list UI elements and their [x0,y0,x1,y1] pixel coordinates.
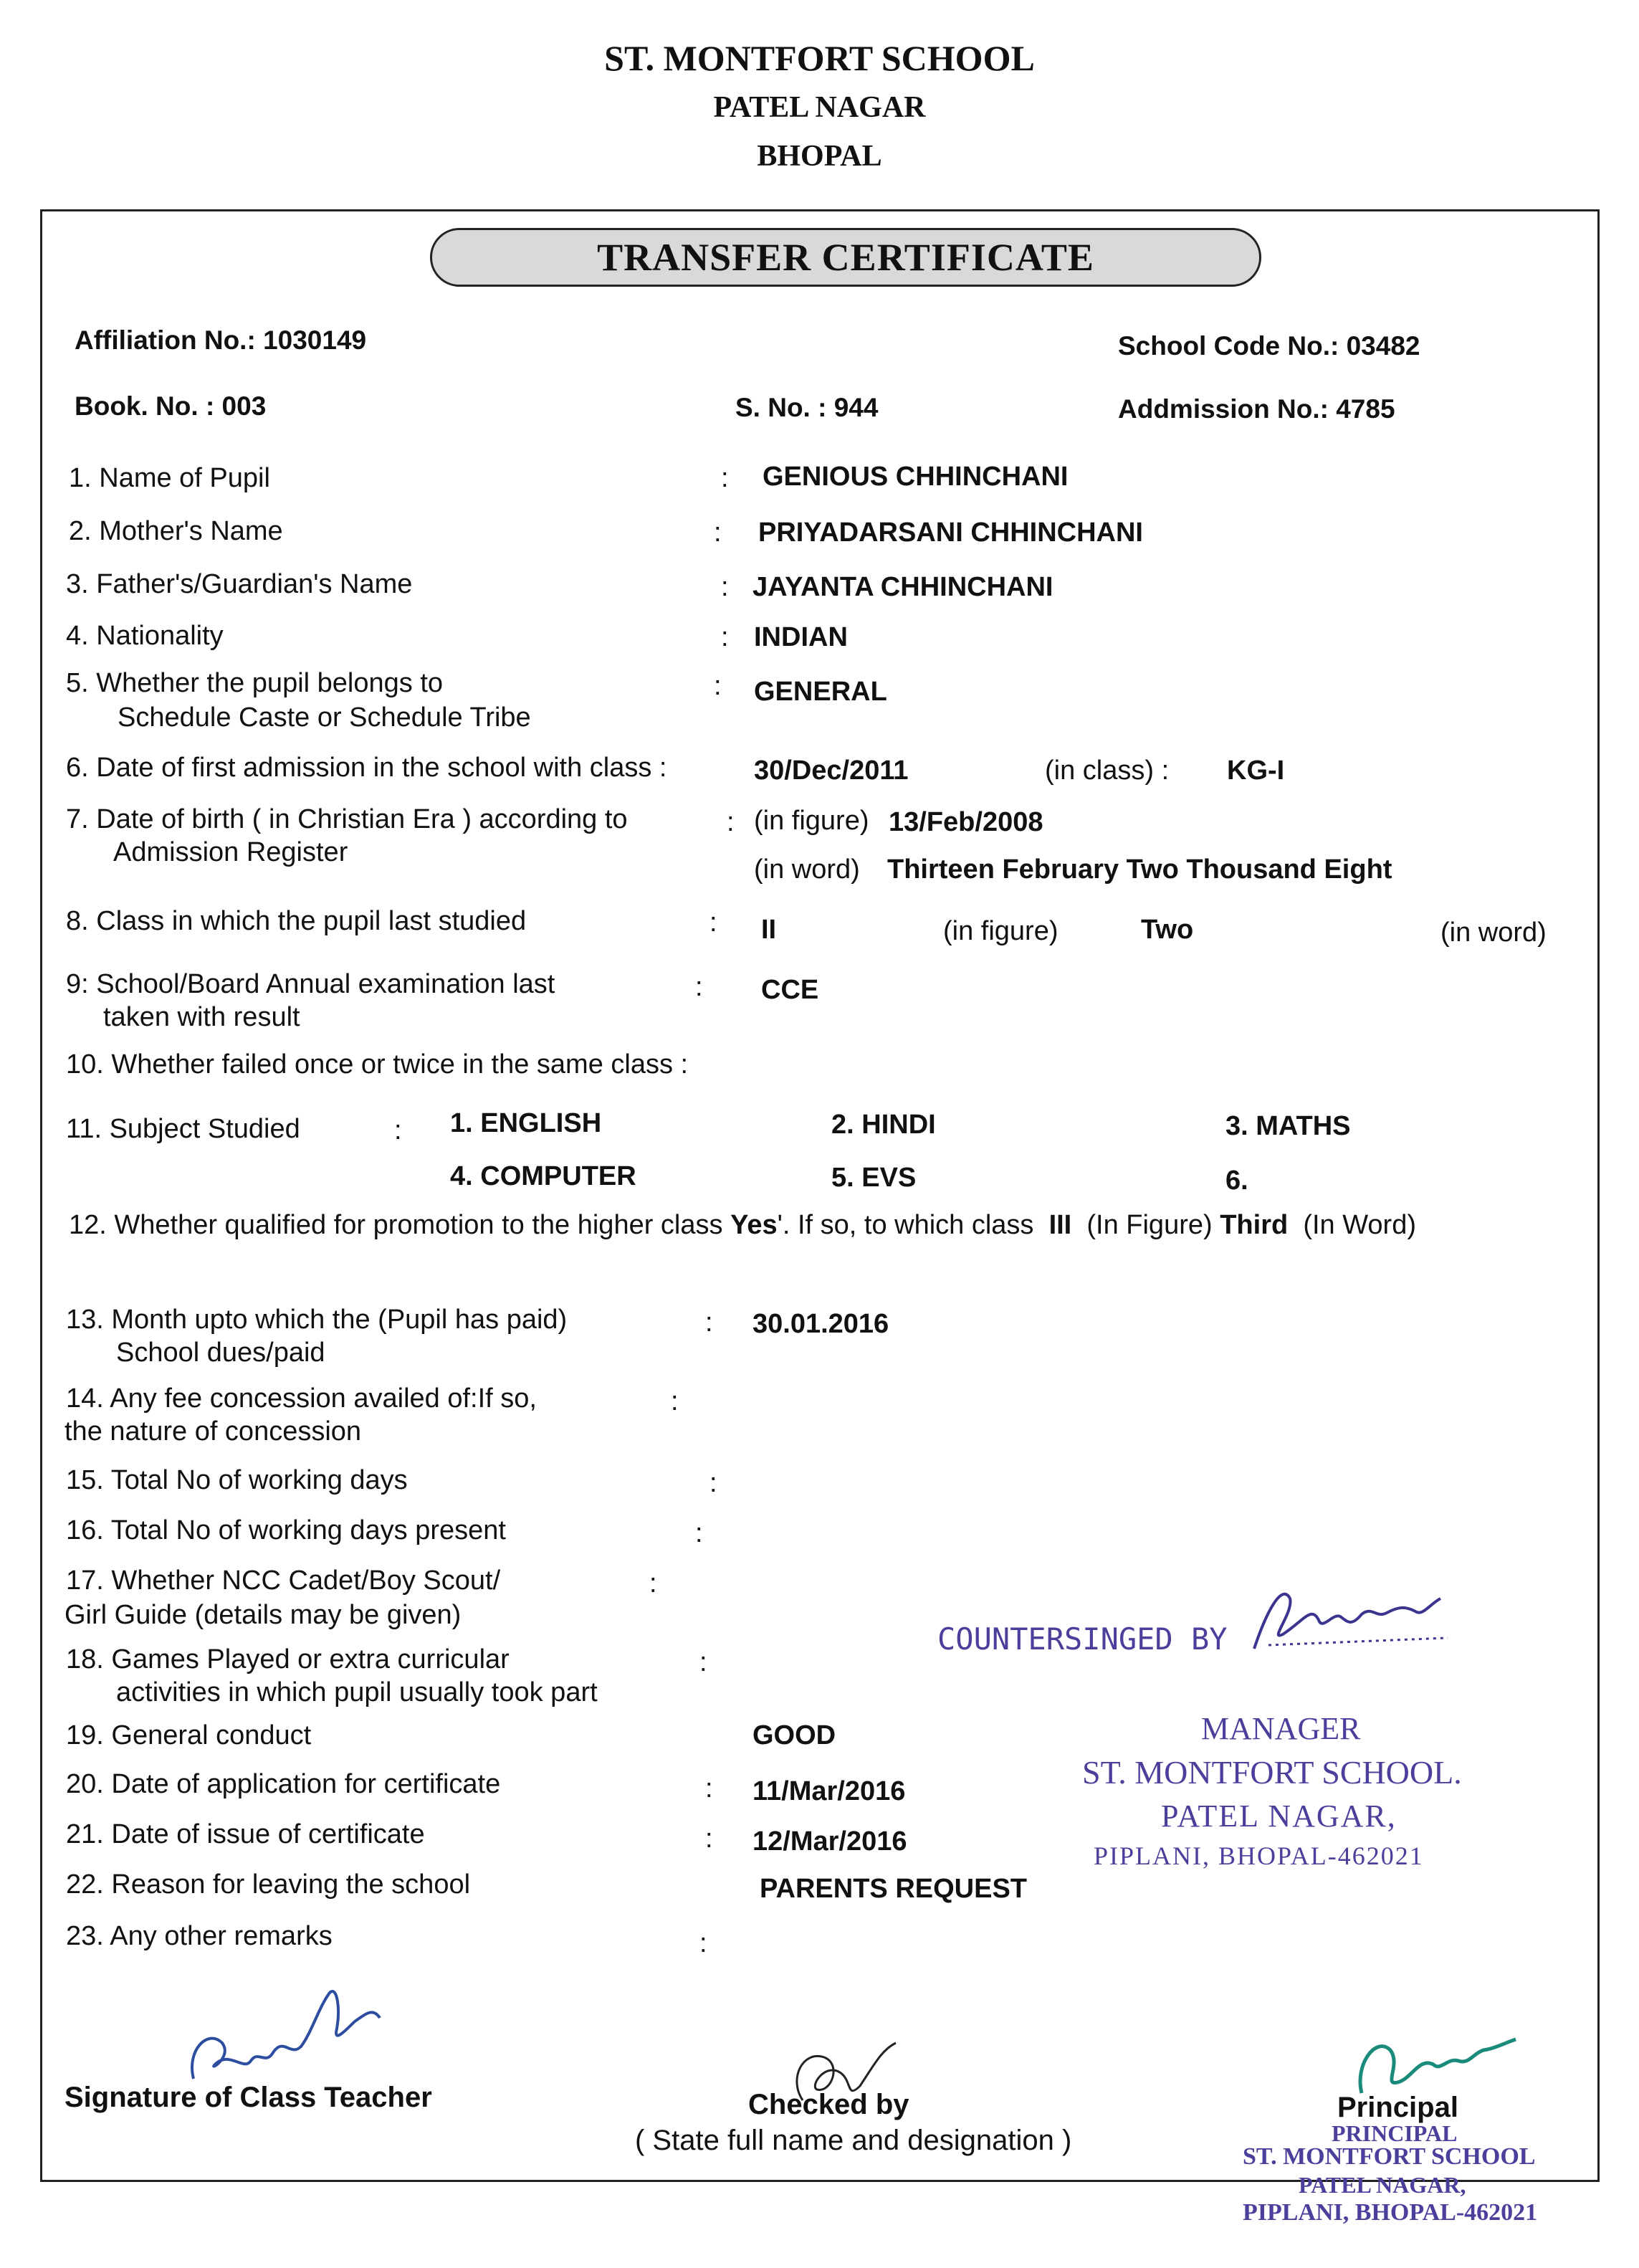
admission-class-label: (in class) : [1045,756,1170,786]
class-teacher-label: Signature of Class Teacher [64,2082,432,2113]
row-18-label-a: 18. Games Played or extra curricular [66,1644,510,1674]
certificate-title: TRANSFER CERTIFICATE [430,228,1261,287]
last-class-figure: II [761,915,777,945]
row-2-colon: : [714,518,722,548]
dob-figure: 13/Feb/2008 [889,807,1043,837]
row-21-colon: : [705,1824,713,1854]
checked-by-note: ( State full name and designation ) [635,2125,1072,2156]
row-21-label: 21. Date of issue of certificate [66,1819,425,1849]
row-12-text-a: 12. Whether qualified for promotion to the higher class [69,1210,723,1240]
row-19-label: 19. General conduct [66,1720,312,1750]
principal-stamp-address: PIPLANI, BHOPAL-462021 [1243,2199,1538,2226]
promotion-figure-label: (In Figure) [1086,1210,1213,1240]
row-5-label-a: 5. Whether the pupil belongs to [66,668,444,698]
manager-signature [1240,1577,1455,1663]
row-12 [69,1210,1416,1241]
row-17-colon: : [649,1568,657,1598]
row-11-colon: : [394,1115,402,1145]
row-12-text-b: '. If so, to which class [777,1210,1034,1240]
row-17-label-b: Girl Guide (details may be given) [64,1600,462,1630]
father-name: JAYANTA CHHINCHANI [752,572,1053,602]
row-15-colon: : [709,1468,717,1498]
promotion-word-label: (In Word) [1303,1210,1416,1240]
principal-label: Principal [1337,2092,1458,2123]
row-7-colon: : [727,807,735,837]
subject-2: 2. HINDI [831,1110,936,1140]
row-3-colon: : [721,572,729,602]
row-2-label: 2. Mother's Name [69,516,283,546]
row-5-colon: : [714,671,722,701]
school-name: ST. MONTFORT SCHOOL [604,38,1035,78]
dob-word: Thirteen February Two Thousand Eight [887,854,1392,885]
row-9-colon: : [695,972,703,1002]
leaving-reason: PARENTS REQUEST [760,1874,1028,1904]
promotion-class-word: Third [1220,1210,1289,1240]
last-class-figure-label: (in figure) [943,916,1059,946]
row-16-colon: : [695,1518,703,1548]
row-9-label-b: taken with result [103,1002,300,1032]
row-17-label-a: 17. Whether NCC Cadet/Boy Scout/ [66,1566,501,1596]
row-22-label: 22. Reason for leaving the school [66,1869,471,1900]
first-admission-date: 30/Dec/2011 [754,756,909,786]
dob-word-label: (in word) [754,854,860,885]
pupil-name: GENIOUS CHHINCHANI [763,462,1069,492]
subject-1: 1. ENGLISH [450,1108,602,1138]
row-13-colon: : [705,1307,713,1338]
manager-stamp-address: PIPLANI, BHOPAL-462021 [1094,1841,1424,1870]
issue-date: 12/Mar/2016 [752,1826,907,1857]
mother-name: PRIYADARSANI CHHINCHANI [758,518,1143,548]
last-class-word-label: (in word) [1440,918,1547,948]
row-5-label-b: Schedule Caste or Schedule Tribe [118,702,531,733]
application-date: 11/Mar/2016 [752,1776,906,1806]
promotion-class-figure: III [1048,1210,1072,1240]
subject-5: 5. EVS [831,1163,917,1193]
row-16-label: 16. Total No of working days present [66,1515,506,1545]
row-13-label-a: 13. Month upto which the (Pupil has paid) [66,1305,568,1335]
row-14-label-b: the nature of concession [64,1416,362,1447]
principal-stamp-area: PATEL NAGAR, [1299,2172,1466,2198]
school-code: School Code No.: 03482 [1118,331,1420,361]
manager-stamp-school: ST. MONTFORT SCHOOL. [1082,1754,1462,1791]
row-14-colon: : [671,1386,679,1416]
general-conduct: GOOD [752,1720,836,1750]
manager-stamp-area: PATEL NAGAR, [1161,1798,1397,1834]
row-18-label-b: activities in which pupil usually took part [116,1677,598,1707]
countersigned-stamp: COUNTERSINGED BY [937,1621,1228,1657]
principal-stamp-title: PRINCIPAL [1332,2120,1458,2146]
manager-stamp-title: MANAGER [1201,1711,1361,1746]
school-area: PATEL NAGAR [713,91,926,124]
row-7-label-a: 7. Date of birth ( in Christian Era ) according to [66,804,628,834]
row-18-colon: : [699,1647,707,1677]
dues-paid-upto: 30.01.2016 [752,1309,889,1339]
row-14-label-a: 14. Any fee concession availed of:If so, [66,1383,537,1414]
row-1-label: 1. Name of Pupil [69,463,270,493]
row-6-label: 6. Date of first admission in the school with class : [66,753,667,783]
book-no: Book. No. : 003 [75,391,267,421]
affiliation-no: Affiliation No.: 1030149 [75,325,367,355]
row-10-label: 10. Whether failed once or twice in the same class : [66,1049,689,1080]
row-23-label: 23. Any other remarks [66,1921,333,1951]
promotion-yes: Yes [730,1210,778,1240]
admission-class: KG-I [1227,756,1285,786]
admission-no: Addmission No.: 4785 [1118,394,1395,424]
last-class-word: Two [1141,915,1194,945]
row-23-colon: : [699,1928,707,1958]
caste-category: GENERAL [754,677,887,707]
subject-4: 4. COMPUTER [450,1161,636,1191]
subject-3: 3. MATHS [1225,1111,1351,1141]
row-20-label: 20. Date of application for certificate [66,1769,501,1799]
row-15-label: 15. Total No of working days [66,1465,408,1495]
dob-figure-label: (in figure) [754,806,869,836]
nationality: INDIAN [754,622,848,652]
row-20-colon: : [705,1773,713,1804]
school-city: BHOPAL [757,140,882,173]
row-9-label-a: 9: School/Board Annual examination last [66,969,555,999]
row-4-label: 4. Nationality [66,621,224,651]
exam-result: CCE [761,975,819,1005]
row-11-label: 11. Subject Studied [66,1114,300,1144]
serial-no: S. No. : 944 [735,393,879,422]
row-8-colon: : [709,907,717,938]
principal-stamp-school: ST. MONTFORT SCHOOL [1243,2143,1536,2170]
row-1-colon: : [721,463,729,493]
row-8-label: 8. Class in which the pupil last studied [66,906,527,936]
subject-6: 6. [1225,1166,1248,1196]
row-4-colon: : [721,622,729,652]
row-13-label-b: School dues/paid [116,1338,325,1368]
row-7-label-b: Admission Register [113,837,348,867]
row-3-label: 3. Father's/Guardian's Name [66,569,413,599]
checked-by-label: Checked by [748,2089,909,2120]
